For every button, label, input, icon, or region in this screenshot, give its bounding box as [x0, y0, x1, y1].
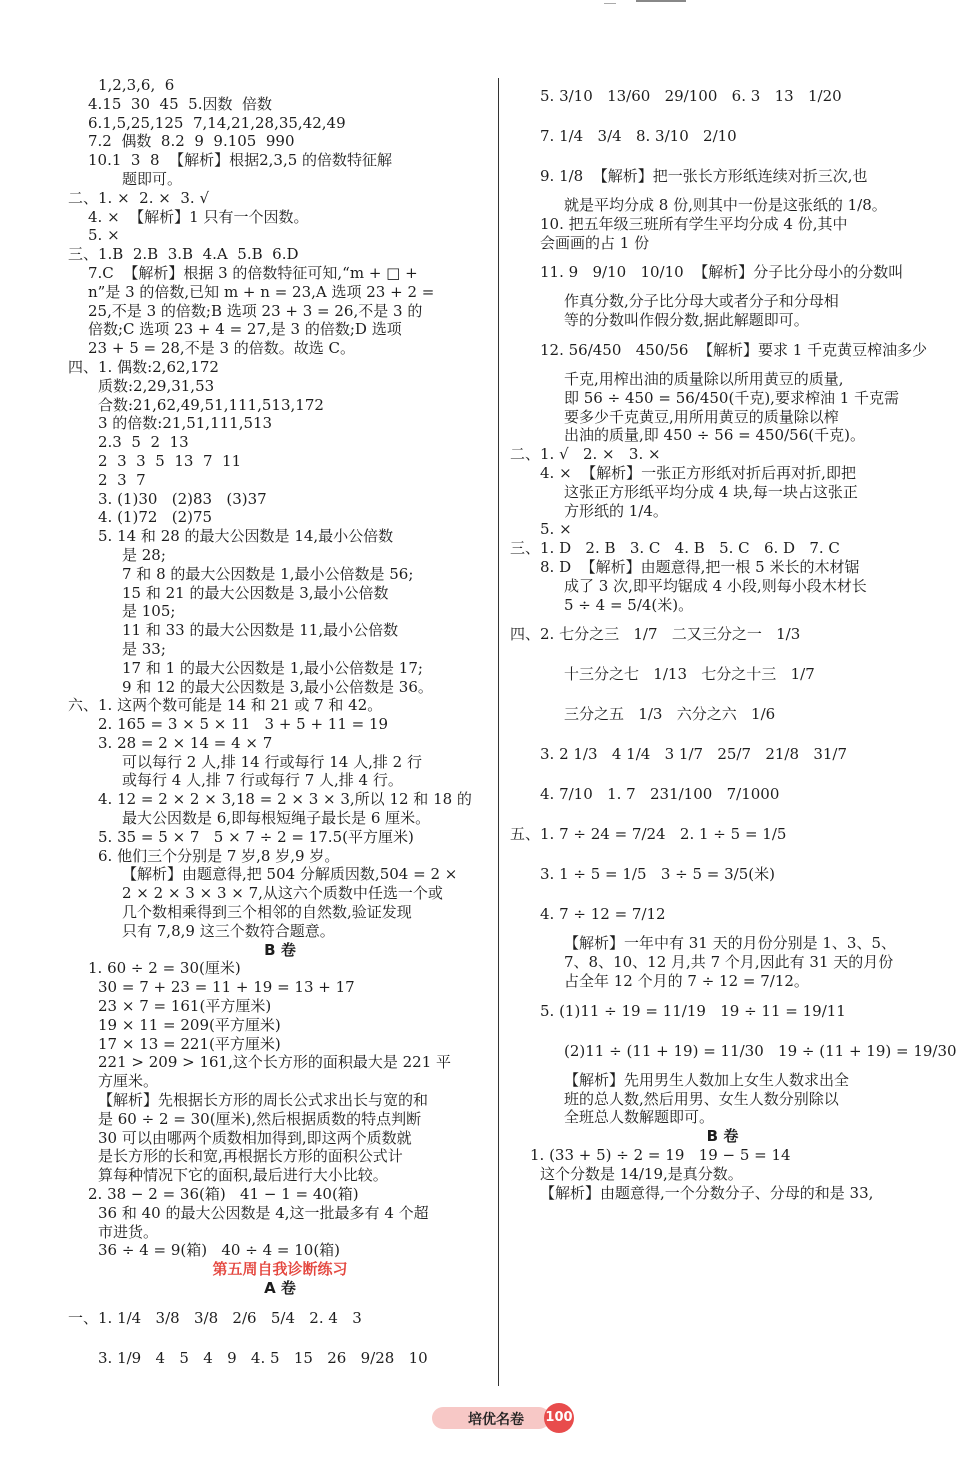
left-column-line: 合数:21,62,49,51,111,513,172: [98, 395, 324, 414]
left-column-line: 25,不是 3 的倍数;B 选项 23 + 3 = 26,不是 3 的: [88, 301, 423, 320]
left-column-line: 15 和 21 的最大公因数是 3,最小公倍数: [122, 583, 389, 602]
left-column-line: 4.15 30 45 5.因数 倍数: [88, 94, 273, 113]
right-column-line: 班的总人数,然后用男、女生人数分别除以: [564, 1089, 839, 1108]
right-column-line: 5 ÷ 4 = 5/4(米)。: [564, 595, 694, 614]
left-column-line: 4. 12 = 2 × 2 × 3,18 = 2 × 3 × 3,所以 12 和 18 的: [98, 790, 472, 809]
left-column-line: 23 × 7 = 161(平方厘米): [98, 997, 272, 1016]
left-column-line: 方厘米。: [98, 1072, 159, 1091]
right-column-line: 5. (1)11 ÷ 19 = 11/19 19 ÷ 11 = 19/11: [540, 1001, 846, 1020]
left-column-line: 4. × 【解析】1 只有一个因数。: [88, 207, 309, 226]
left-column-line: 17 × 13 = 221(平方厘米): [98, 1034, 281, 1053]
page-footer: [432, 1403, 582, 1433]
right-column-line: 四、2. 七分之三 1/7 二又三分之一 1/3: [510, 625, 801, 644]
right-column-line: 等的分数叫作假分数,据此解题即可。: [564, 311, 809, 330]
left-column-line: 题即可。: [122, 169, 183, 188]
right-column-line: (2)11 ÷ (11 + 19) = 11/30 19 ÷ (11 + 19) = 19/30: [564, 1041, 957, 1060]
left-column-line: 是 28;: [122, 545, 166, 564]
left-column-line: 221 > 209 > 161,这个长方形的面积最大是 221 平: [98, 1053, 452, 1072]
right-column-line: 千克,用榨出油的质量除以所用黄豆的质量,: [564, 369, 844, 388]
left-column-line: 6. 他们三个分别是 7 岁,8 岁,9 岁。: [98, 846, 340, 865]
left-column-line: 7.2 偶数 8.2 9 9.105 990: [88, 132, 295, 151]
right-column-line: 9. 1/8 【解析】把一张长方形纸连续对折三次,也: [540, 167, 868, 185]
right-column-line: 12. 56/450 450/56 【解析】要求 1 千克黄豆榨油多少: [540, 340, 928, 359]
left-column-line: 3. (1)30 (2)83 (3)37: [98, 489, 267, 508]
column-divider: [498, 78, 499, 1386]
right-column-line: 十三分之七 1/13 七分之十三 1/7: [564, 665, 815, 684]
right-column-line: 7、8、10、12 月,共 7 个月,因此有 31 天的月份: [564, 953, 894, 972]
left-column-line: 36 和 40 的最大公因数是 4,这一批最多有 4 个超: [98, 1203, 429, 1222]
right-column-line: 出油的质量,即 450 ÷ 56 = 450/56(千克)。: [564, 426, 865, 445]
right-column-line: 【解析】先用男生人数加上女生人数求出全: [564, 1070, 850, 1089]
left-column-line: 第五周自我诊断练习: [212, 1260, 348, 1279]
left-column-line: 【解析】由题意得,把 504 分解质因数,504 = 2 ×: [122, 865, 458, 884]
right-column-line: 4. × 【解析】一张正方形纸对折后再对折,即把: [540, 463, 856, 482]
left-column-line: 六、1. 这两个数可能是 14 和 21 或 7 和 42。: [68, 696, 383, 715]
left-column-line: 是 105;: [122, 602, 176, 621]
right-column-line: 11. 9 9/10 10/10 【解析】分子比分母小的分数叫: [540, 263, 904, 282]
left-column-line: 2.3 5 2 13: [98, 433, 189, 452]
left-column-line: 倍数;C 选项 23 + 4 = 27,是 3 的倍数;D 选项: [88, 320, 402, 339]
right-column-line: 要多少千克黄豆,用所用黄豆的质量除以榨: [564, 407, 839, 426]
left-column-line: 市进货。: [98, 1222, 159, 1241]
left-column-line: 17 和 1 的最大公因数是 1,最小公倍数是 17;: [122, 658, 423, 677]
footer-label: 培优名卷: [468, 1412, 524, 1428]
left-column-line: 二、1. × 2. × 3. √: [68, 188, 210, 207]
left-column-line: 2 × 2 × 3 × 3 × 7,从这六个质数中任选一个或: [122, 884, 443, 903]
left-column: [68, 76, 492, 1378]
left-column-line: 30 = 7 + 23 = 11 + 19 = 13 + 17: [98, 978, 355, 997]
left-column-line: 4. (1)72 (2)75: [98, 508, 213, 527]
right-column-line: 这张正方形纸平均分成 4 块,每一块占这张正: [564, 482, 858, 501]
left-column-line: 或每行 4 人,排 7 行或每行 7 人,排 4 行。: [122, 771, 403, 790]
left-column-line: 最大公因数是 6,即每根短绳子最长是 6 厘米。: [122, 809, 431, 828]
right-column-line: 会画画的占 1 份: [540, 233, 650, 252]
left-column-line: 5. 14 和 28 的最大公因数是 14,最小公倍数: [98, 527, 394, 546]
left-column-line: 质数:2,29,31,53: [98, 376, 215, 395]
right-column-line: 作真分数,分子比分母大或者分子和分母相: [564, 292, 839, 311]
left-column-line: 算每种情况下它的面积,最后进行大小比较。: [98, 1166, 388, 1185]
right-column-line: 这个分数是 14/19,是真分数。: [540, 1164, 743, 1183]
page-number: 100: [544, 1403, 574, 1433]
left-column-line: 只有 7,8,9 这三个数符合题意。: [122, 921, 335, 940]
right-column-line: B 卷: [706, 1127, 739, 1146]
right-column-line: 3. 2 1/3 4 1/4 3 1/7 25/7 21/8 31/7: [540, 745, 848, 764]
left-column-line: 36 ÷ 4 = 9(箱) 40 ÷ 4 = 10(箱): [98, 1241, 341, 1260]
right-column-line: 5. ×: [540, 520, 572, 539]
left-column-line: 3. 28 = 2 × 14 = 4 × 7: [98, 733, 273, 752]
left-column-line: 2. 165 = 3 × 5 × 11 3 + 5 + 11 = 19: [98, 715, 389, 734]
left-column-line: 10.1 3 8 【解析】根据2,3,5 的倍数特征解: [88, 151, 393, 170]
left-column-line: 23 + 5 = 28,不是 3 的倍数。故选 C。: [88, 339, 356, 358]
left-column-line: A 卷: [264, 1279, 296, 1297]
right-column-line: 7. 1/4 3/4 8. 3/10 2/10: [540, 127, 737, 145]
left-column-line: 2. 38 − 2 = 36(箱) 41 − 1 = 40(箱): [88, 1185, 359, 1204]
left-column-line: 是 33;: [122, 639, 166, 658]
right-column-line: 成了 3 次,即平均锯成 4 小段,则每小段木材长: [564, 576, 867, 595]
right-column-line: 4. 7 ÷ 12 = 7/12: [540, 905, 666, 924]
right-column-line: 3. 1 ÷ 5 = 1/5 3 ÷ 5 = 3/5(米): [540, 865, 775, 884]
left-column-line: 3 的倍数:21,51,111,513: [98, 414, 273, 433]
left-column-line: 三、1.B 2.B 3.B 4.A 5.B 6.D: [68, 245, 299, 264]
left-column-line: 【解析】先根据长方形的周长公式求出长与宽的和: [98, 1091, 429, 1110]
left-column-line: B 卷: [264, 940, 296, 959]
left-column-line: 5. 35 = 5 × 7 5 × 7 ÷ 2 = 17.5(平方厘米): [98, 827, 414, 846]
right-column-line: 就是平均分成 8 份,则其中一份是这张纸的 1/8。: [564, 196, 887, 214]
left-column-line: 30 可以由哪两个质数相加得到,即这两个质数就: [98, 1128, 412, 1147]
right-column-line: 五、1. 7 ÷ 24 = 7/24 2. 1 ÷ 5 = 1/5: [510, 825, 787, 844]
right-column-line: 三分之五 1/3 六分之六 1/6: [564, 705, 776, 724]
left-column-line: 2 3 3 5 13 7 11: [98, 451, 242, 470]
right-column-line: 4. 7/10 1. 7 231/100 7/1000: [540, 785, 780, 804]
left-column-line: 1. 60 ÷ 2 = 30(厘米): [88, 959, 241, 978]
left-column-line: 是长方形的长和宽,再根据长方形的面积公式计: [98, 1147, 403, 1166]
right-column: [510, 76, 957, 1202]
left-column-line: 一、1. 1/4 3/8 3/8 2/6 5/4 2. 4 3: [68, 1308, 362, 1327]
left-column-line: 是 60 ÷ 2 = 30(厘米),然后根据质数的特点判断: [98, 1109, 422, 1128]
left-column-line: 19 × 11 = 209(平方厘米): [98, 1015, 281, 1034]
left-column-line: n”是 3 的倍数,已知 m + n = 23,A 选项 23 + 2 =: [88, 282, 435, 301]
right-column-line: 方形纸的 1/4。: [564, 501, 668, 520]
left-column-line: 四、1. 偶数:2,62,172: [68, 357, 219, 376]
left-column-line: 7 和 8 的最大公因数是 1,最小公倍数是 56;: [122, 564, 414, 583]
left-column-line: 11 和 33 的最大公因数是 11,最小公倍数: [122, 621, 399, 640]
left-column-line: 3. 1/9 4 5 4 9 4. 5 15 26 9/28 10: [98, 1348, 428, 1367]
left-column-line: 2 3 7: [98, 470, 146, 489]
left-column-line: 几个数相乘得到三个相邻的自然数,验证发现: [122, 903, 412, 922]
right-column-line: 5. 3/10 13/60 29/100 6. 3 13 1/20: [540, 87, 842, 105]
right-column-line: 二、1. √ 2. × 3. ×: [510, 445, 661, 464]
left-column-line: 5. ×: [88, 226, 120, 245]
left-column-line: 7.C 【解析】根据 3 的倍数特征可知,“m + □ +: [88, 263, 418, 282]
right-column-line: 占全年 12 个月的 7 ÷ 12 = 7/12。: [564, 971, 809, 990]
right-column-line: 1. (33 + 5) ÷ 2 = 19 19 − 5 = 14: [530, 1145, 791, 1164]
header-mark-small: [604, 3, 616, 4]
left-column-line: 可以每行 2 人,排 14 行或每行 14 人,排 2 行: [122, 752, 422, 771]
left-column-line: 9 和 12 的最大公因数是 3,最小公倍数是 36。: [122, 677, 433, 696]
left-column-line: 1,2,3,6, 6: [98, 76, 175, 94]
left-column-line: 6.1,5,25,125 7,14,21,28,35,42,49: [88, 113, 346, 132]
right-column-line: 三、1. D 2. B 3. C 4. B 5. C 6. D 7. C: [510, 539, 840, 558]
right-column-line: 8. D 【解析】由题意得,把一根 5 米长的木材锯: [540, 557, 860, 576]
right-column-line: 10. 把五年级三班所有学生平均分成 4 份,其中: [540, 214, 848, 233]
header-rule: [636, 0, 686, 2]
right-column-line: 【解析】由题意得,一个分数分子、分母的和是 33,: [540, 1183, 874, 1202]
right-column-line: 全班总人数解题即可。: [564, 1108, 715, 1127]
right-column-line: 【解析】一年中有 31 天的月份分别是 1、3、5、: [564, 934, 897, 953]
right-column-line: 即 56 ÷ 450 = 56/450(千克),要求榨油 1 千克需: [564, 388, 900, 407]
